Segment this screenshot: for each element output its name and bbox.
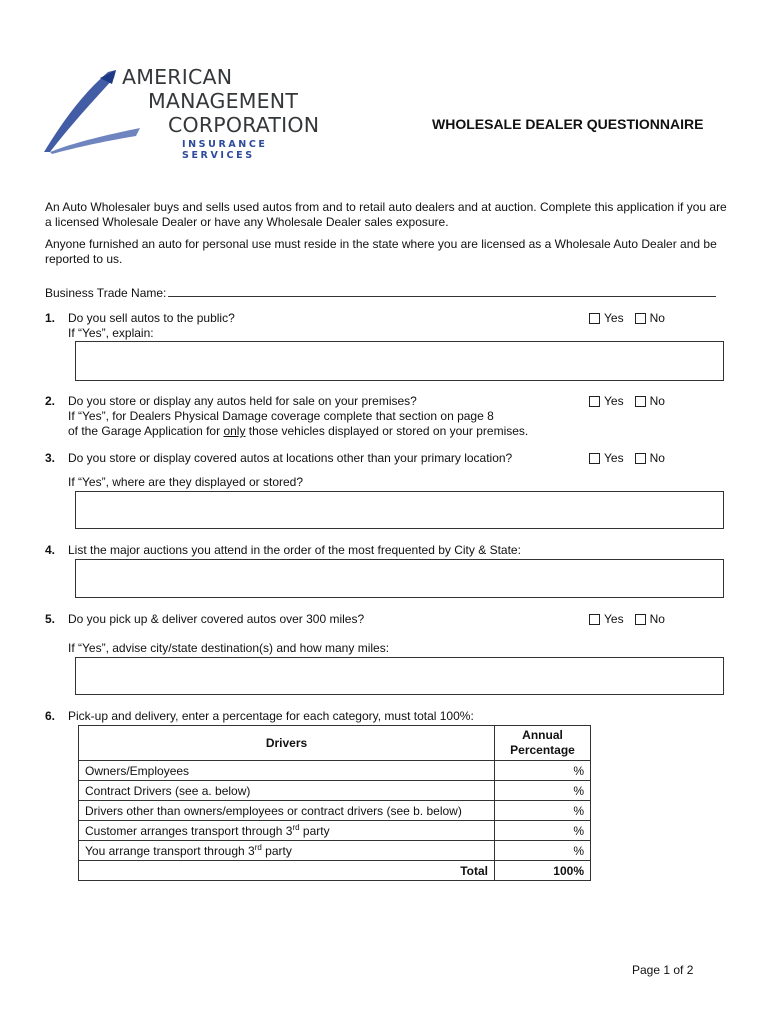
total-value: 100% — [495, 861, 591, 881]
question-number: 6. — [45, 709, 56, 723]
yes-checkbox[interactable] — [589, 614, 600, 625]
question-number: 5. — [45, 612, 56, 626]
row-percent-field[interactable]: % — [495, 781, 591, 801]
row-label: Contract Drivers (see a. below) — [79, 781, 495, 801]
table-header-row — [79, 726, 591, 761]
question-number: 1. — [45, 311, 56, 325]
yes-checkbox[interactable] — [589, 313, 600, 324]
question-4 — [45, 543, 770, 559]
no-label: No — [649, 311, 665, 325]
no-label: No — [649, 394, 665, 408]
logo-text-american: AMERICAN — [122, 65, 233, 89]
table-row — [79, 781, 591, 801]
intro-paragraph-2: Anyone furnished an auto for personal use must reside in the state where you are licensed as a Wholesale Auto Dealer and be reported to us. — [45, 237, 717, 266]
trade-name-row — [45, 285, 716, 301]
yes-label: Yes — [604, 612, 624, 626]
question-5 — [45, 612, 770, 655]
row-percent-field[interactable]: % — [495, 801, 591, 821]
header-annual-percentage: Annual Percentage — [495, 726, 591, 761]
question-text: Do you sell autos to the public? — [68, 311, 235, 325]
no-checkbox[interactable] — [635, 313, 646, 324]
question-text: Do you store or display any autos held for sale on your premises? — [68, 394, 417, 408]
question-3 — [45, 451, 770, 491]
no-label: No — [649, 612, 665, 626]
yes-label: Yes — [604, 311, 624, 325]
q1-explain-box[interactable] — [75, 341, 724, 381]
header-drivers: Drivers — [79, 726, 495, 761]
yes-no-choice — [589, 311, 665, 326]
question-subtext: If “Yes”, advise city/state destination(s) and how many miles: — [68, 641, 390, 655]
table-row — [79, 761, 591, 781]
company-logo — [40, 65, 340, 161]
page-number: Page 1 of 2 — [632, 963, 694, 977]
row-label: Customer arranges transport through 3rd party — [79, 821, 495, 841]
yes-label: Yes — [604, 394, 624, 408]
document-title: WHOLESALE DEALER QUESTIONNAIRE — [432, 116, 704, 132]
question-number: 2. — [45, 394, 56, 408]
question-text: Do you pick up & deliver covered autos over 300 miles? — [68, 612, 365, 626]
question-text: List the major auctions you attend in the order of the most frequented by City & State: — [68, 543, 521, 557]
question-subtext-2: of the Garage Application for only those vehicles displayed or stored on your premises. — [68, 424, 529, 438]
table-total-row — [79, 861, 591, 881]
no-checkbox[interactable] — [635, 453, 646, 464]
row-percent-field[interactable]: % — [495, 821, 591, 841]
no-checkbox[interactable] — [635, 396, 646, 407]
question-text: Pick-up and delivery, enter a percentage for each category, must total 100%: — [68, 709, 474, 723]
drivers-percentage-table — [78, 725, 591, 881]
row-label: Owners/Employees — [79, 761, 495, 781]
row-label: Drivers other than owners/employees or contract drivers (see b. below) — [79, 801, 495, 821]
q5-destinations-box[interactable] — [75, 657, 724, 695]
logo-text-insurance-services: INSURANCE SERVICES — [182, 139, 268, 161]
yes-label: Yes — [604, 451, 624, 465]
question-2 — [45, 394, 770, 442]
logo-text-management: MANAGEMENT — [148, 89, 299, 113]
table-row — [79, 841, 591, 861]
trade-name-label: Business Trade Name: — [45, 286, 167, 300]
table-row — [79, 821, 591, 841]
question-text: Do you store or display covered autos at locations other than your primary location? — [68, 451, 513, 465]
trade-name-field[interactable] — [168, 285, 716, 297]
row-percent-field[interactable]: % — [495, 761, 591, 781]
row-label: You arrange transport through 3rd party — [79, 841, 495, 861]
yes-checkbox[interactable] — [589, 396, 600, 407]
question-number: 4. — [45, 543, 56, 557]
q3-locations-box[interactable] — [75, 491, 724, 529]
q4-auctions-box[interactable] — [75, 559, 724, 598]
no-checkbox[interactable] — [635, 614, 646, 625]
question-6 — [45, 709, 770, 725]
yes-no-choice — [589, 394, 665, 409]
yes-checkbox[interactable] — [589, 453, 600, 464]
question-subtext: If “Yes”, where are they displayed or stored? — [68, 475, 304, 489]
total-label: Total — [79, 861, 495, 881]
no-label: No — [649, 451, 665, 465]
yes-no-choice — [589, 612, 665, 627]
question-subtext-1: If “Yes”, for Dealers Physical Damage coverage complete that section on page 8 — [68, 409, 494, 423]
table-row — [79, 801, 591, 821]
logo-text-corporation: CORPORATION — [168, 113, 320, 137]
intro-paragraph-1: An Auto Wholesaler buys and sells used autos from and to retail auto dealers and at auction. Complete this application if you are a licensed Wholesale Dealer or have any Wholesale Dealer sales exposure. — [45, 200, 727, 229]
row-percent-field[interactable]: % — [495, 841, 591, 861]
question-number: 3. — [45, 451, 56, 465]
question-subtext: If “Yes”, explain: — [68, 326, 154, 340]
yes-no-choice — [589, 451, 665, 466]
